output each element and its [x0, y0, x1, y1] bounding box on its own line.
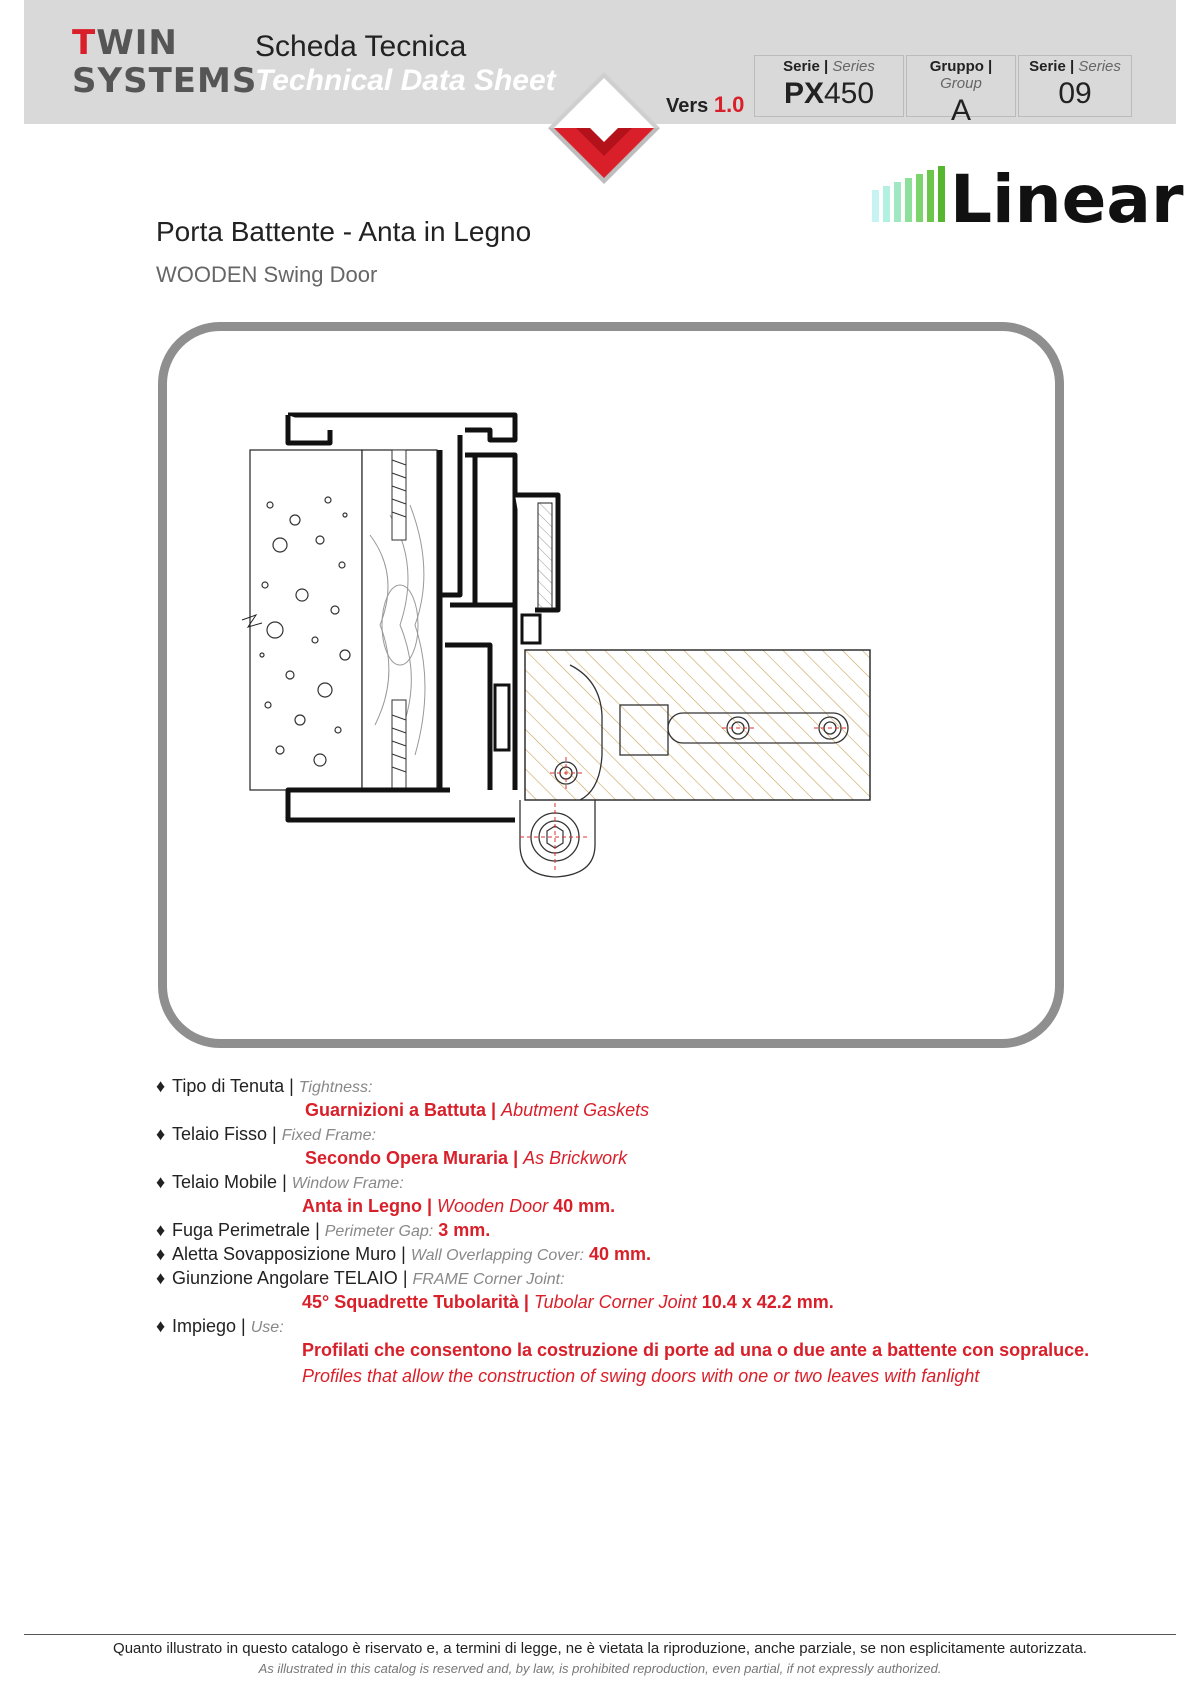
spec-perimeter-gap: ♦ Fuga Perimetrale | Perimeter Gap: 3 mm. [156, 1220, 491, 1240]
spec-wall-overlap: ♦ Aletta Sovapposizione Muro | Wall Overlapping Cover: 40 mm. [156, 1244, 651, 1264]
spec-use-value-en: Profiles that allow the construction of swing doors with one or two leaves with fanlight [302, 1366, 980, 1386]
logo-systems: SYSTEMS [72, 61, 258, 101]
linear-logo [870, 158, 1184, 238]
spec-window-frame-label: ♦ Telaio Mobile | Window Frame: [156, 1172, 404, 1192]
sheet-title-en: Technical Data Sheet [255, 64, 556, 97]
spec-window-frame-value: Anta in Legno | Wooden Door 40 mm. [302, 1196, 616, 1216]
spec-fixed-frame-value: Secondo Opera Muraria | As Brickwork [305, 1148, 628, 1168]
page-subtitle: WOODEN Swing Door [156, 262, 378, 287]
spec-corner-joint-value: 45° Squadrette Tubolarità | Tubolar Corner Joint 10.4 x 42.2 mm. [302, 1292, 834, 1312]
spec-use-label: ♦ Impiego | Use: [156, 1316, 284, 1336]
diamond-logo-icon [546, 70, 662, 196]
spec-corner-joint-label: ♦ Giunzione Angolare TELAIO | FRAME Corner Joint: [156, 1268, 565, 1288]
footer-divider [24, 1634, 1176, 1635]
logo-twin: TWIN [72, 23, 178, 63]
footer-disclaimer-en: As illustrated in this catalog is reserved and, by law, is prohibited reproduction, even partial, if not expressly authorized. [258, 1661, 942, 1676]
version-label: Vers 1.0 [666, 92, 745, 117]
technical-drawing [250, 395, 950, 960]
linear-brand-text: Linear [950, 161, 1184, 238]
footer-disclaimer-it: Quanto illustrato in questo catalogo è riservato e, a termini di legge, ne è vietata la riproduzione, anche parziale, se non esplicitamente autorizzata. [113, 1640, 1087, 1657]
spec-fixed-frame-label: ♦ Telaio Fisso | Fixed Frame: [156, 1124, 376, 1144]
spec-tightness-label: ♦ Tipo di Tenuta | Tightness: [156, 1076, 373, 1096]
group-box: Gruppo | Group A [906, 55, 1016, 117]
page-title: Porta Battente - Anta in Legno [156, 216, 532, 247]
spec-tightness-value: Guarnizioni a Battuta | Abutment Gaskets [305, 1100, 650, 1120]
series-box: Serie | Series PX450 [754, 55, 904, 117]
sheet-title-it: Scheda Tecnica [255, 30, 467, 63]
spec-use-value: Profilati che consentono la costruzione di porte ad una o due ante a battente con sopraluce. [302, 1340, 1090, 1360]
series-number-box: Serie | Series 09 [1018, 55, 1132, 117]
